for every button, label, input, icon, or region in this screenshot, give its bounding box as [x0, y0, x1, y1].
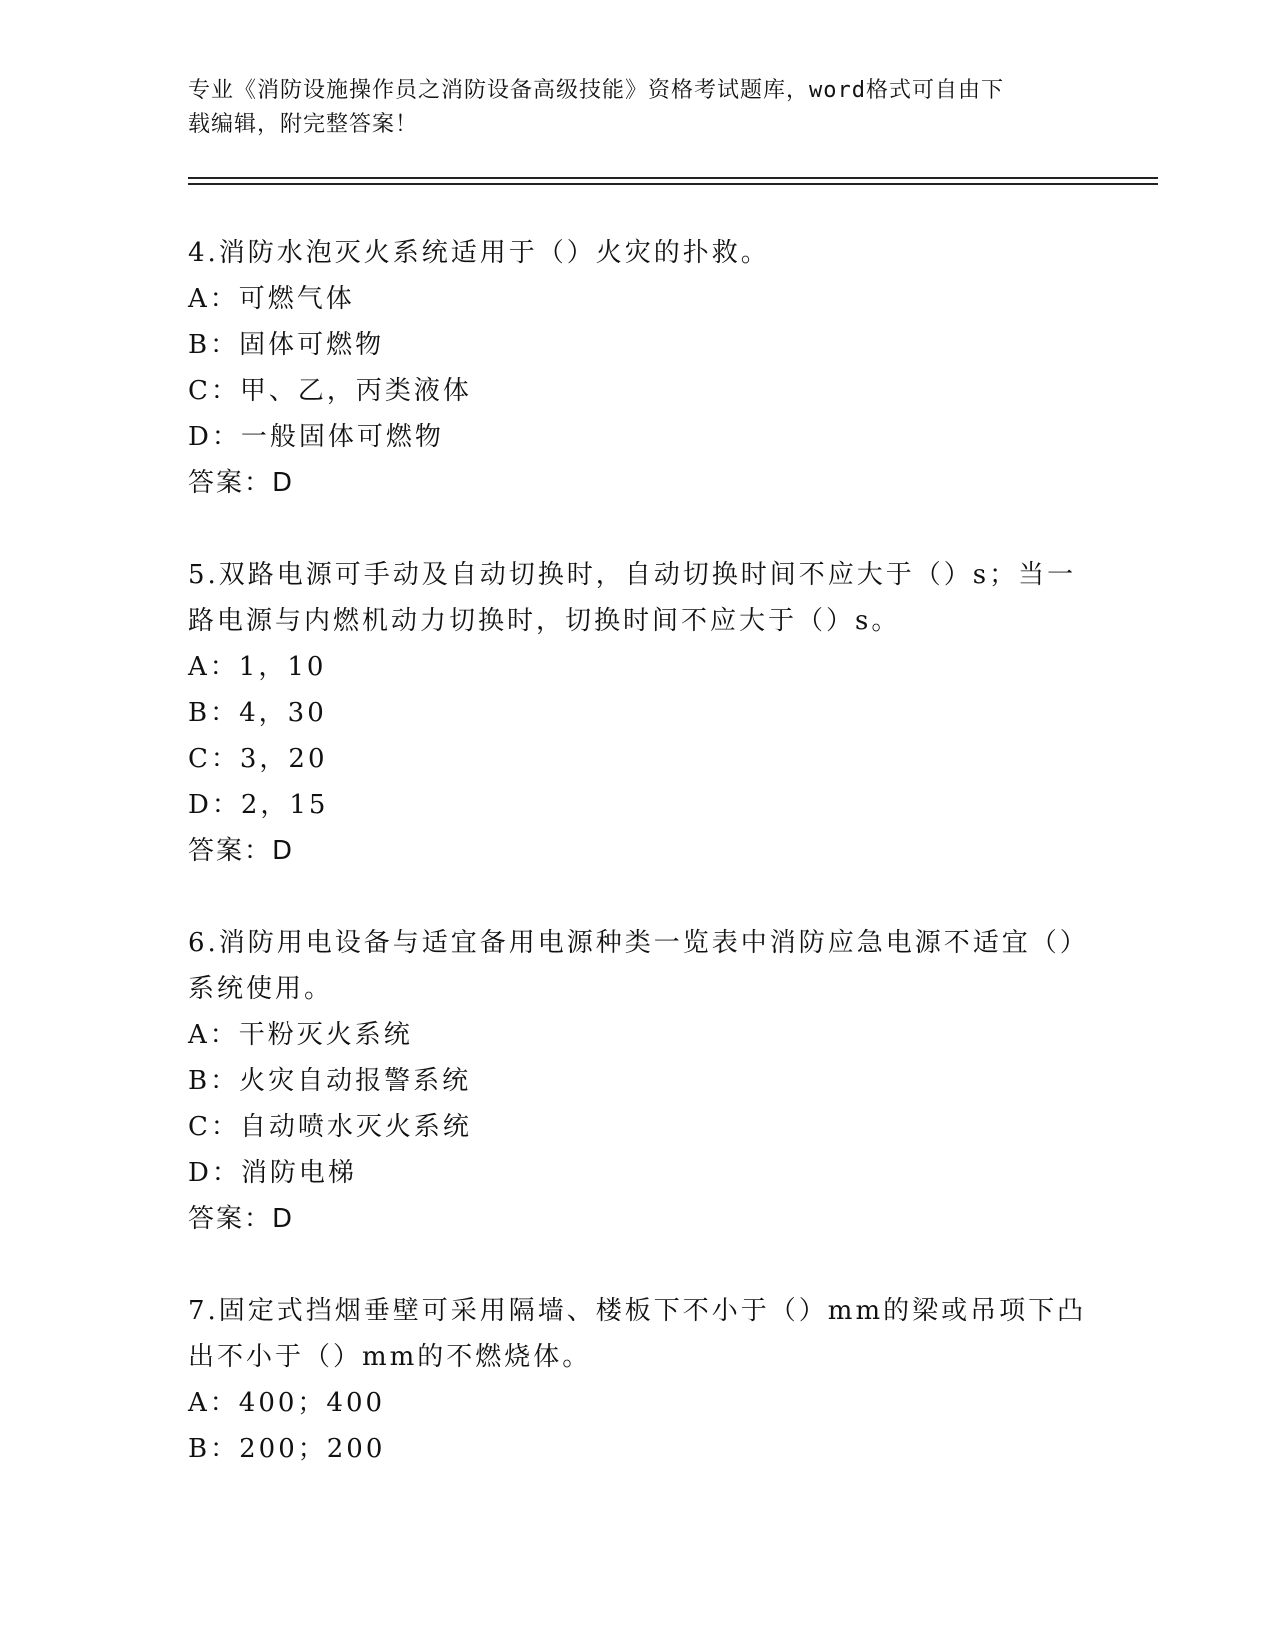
answer: 答案：D [188, 836, 295, 866]
option-b: B：4，30 [188, 698, 327, 728]
question-text: 6.消防用电设备与适宜备用电源种类一览表中消防应急电源不适宜（）系统使用。 [188, 928, 1076, 1004]
option-d: D：消防电梯 [188, 1158, 357, 1188]
header-line-1: 专业《消防设施操作员之消防设备高级技能》资格考试题库，word格式可自由下 [188, 78, 1004, 103]
answer: 答案：D [188, 468, 295, 498]
header-divider-bottom [188, 183, 1158, 185]
answer: 答案：D [188, 1204, 295, 1234]
header-line-2: 载编辑，附完整答案！ [188, 112, 419, 137]
option-b: B：火灾自动报警系统 [188, 1066, 472, 1096]
question-text: 5.双路电源可手动及自动切换时，自动切换时间不应大于（）s；当一路电源与内燃机动力切换时，切换时间不应大于（）s。 [188, 560, 1077, 636]
option-c: C：甲、乙，丙类液体 [188, 376, 472, 406]
option-a: A：1，10 [188, 652, 327, 682]
question-7 [188, 1288, 1088, 1472]
option-b: B：固体可燃物 [188, 330, 385, 360]
header-divider-top [188, 177, 1158, 179]
question-5 [188, 552, 1088, 874]
question-list [188, 230, 1088, 1518]
option-a: A：干粉灭火系统 [188, 1020, 413, 1050]
option-d: D：一般固体可燃物 [188, 422, 444, 452]
option-a: A：400；400 [188, 1388, 386, 1418]
option-b: B：200；200 [188, 1434, 386, 1464]
question-4 [188, 230, 1088, 506]
option-d: D：2，15 [188, 790, 329, 820]
question-text: 4.消防水泡灭火系统适用于（）火灾的扑救。 [188, 238, 770, 268]
option-a: A：可燃气体 [188, 284, 355, 314]
document-header [188, 74, 1088, 142]
question-text: 7.固定式挡烟垂壁可采用隔墙、楼板下不小于（）mm的梁或吊项下凸出不小于（）mm的不燃烧体。 [188, 1296, 1087, 1372]
option-c: C：3，20 [188, 744, 328, 774]
question-6 [188, 920, 1088, 1242]
option-c: C：自动喷水灭火系统 [188, 1112, 472, 1142]
